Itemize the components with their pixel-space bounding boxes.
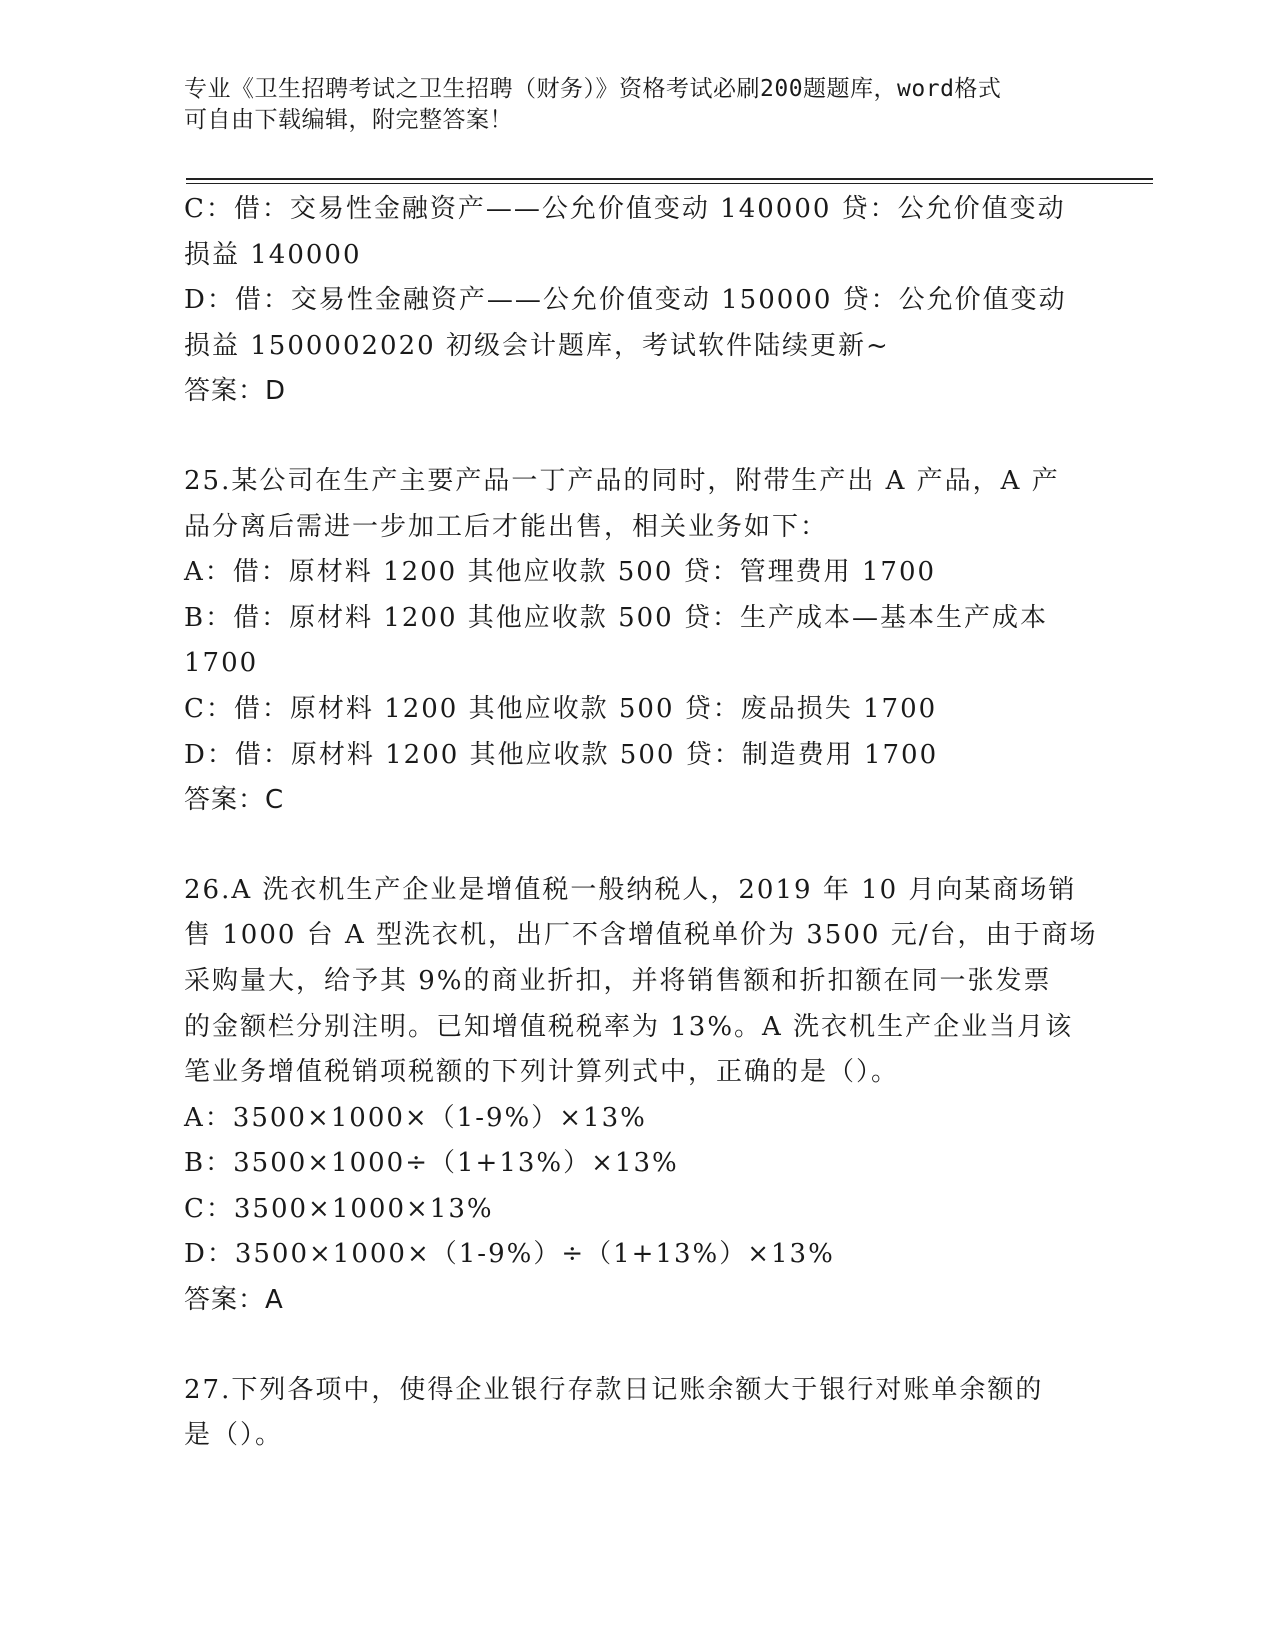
option-b-line-1: B：借：原材料 1200 其他应收款 500 贷：生产成本—基本生产成本: [184, 602, 1048, 633]
question-27: [184, 1368, 1084, 1459]
option-b: B：3500×1000÷（1+13%）×13%: [184, 1148, 679, 1179]
answer-line: 答案：A: [184, 1285, 284, 1316]
page-header: [184, 74, 1064, 136]
header-rule-thin: [186, 183, 1153, 184]
question-24: [184, 187, 1084, 415]
option-c-line-1: C：借：交易性金融资产——公允价值变动 140000 贷：公允价值变动: [184, 194, 1066, 224]
question-26: [184, 868, 1098, 1324]
option-d-line-1: D：借：交易性金融资产——公允价值变动 150000 贷：公允价值变动: [184, 285, 1067, 316]
option-c-line-2: 损益 140000: [184, 239, 362, 270]
option-c: C：借：原材料 1200 其他应收款 500 贷：废品损失 1700: [184, 693, 938, 724]
question-stem-line-1: 25.某公司在生产主要产品一丁产品的同时，附带生产出 A 产品，A 产: [184, 465, 1060, 496]
header-rule-thick: [186, 178, 1153, 180]
spacer: [184, 824, 1084, 868]
question-stem-line-5: 笔业务增值税销项税额的下列计算列式中，正确的是（）。: [184, 1057, 900, 1088]
question-stem-line-2: 是（）。: [184, 1420, 284, 1451]
question-stem-line-3: 采购量大，给予其 9%的商业折扣，并将销售额和折扣额在同一张发票: [184, 965, 1052, 996]
question-stem-line-2: 品分离后需进一步加工后才能出售，相关业务如下：: [184, 511, 829, 542]
option-b-line-2: 1700: [184, 648, 259, 679]
option-a: A：借：原材料 1200 其他应收款 500 贷：管理费用 1700: [184, 557, 937, 588]
question-stem-line-4: 的金额栏分别注明。已知增值税税率为 13%。A 洗衣机生产企业当月该: [184, 1011, 1074, 1042]
question-stem-line-2: 售 1000 台 A 型洗衣机，出厂不含增值税单价为 3500 元/台，由于商场: [184, 920, 1098, 951]
option-d: D：借：原材料 1200 其他应收款 500 贷：制造费用 1700: [184, 739, 939, 770]
document-body: [184, 187, 1098, 1459]
header-line-1: 专业《卫生招聘考试之卫生招聘（财务）》资格考试必刷200题题库，word格式: [184, 76, 1002, 102]
option-c: C：3500×1000×13%: [184, 1193, 494, 1224]
spacer: [184, 1324, 1084, 1368]
question-stem-line-1: 26.A 洗衣机生产企业是增值税一般纳税人，2019 年 10 月向某商场销: [184, 874, 1077, 905]
question-25: [184, 459, 1084, 824]
answer-line: 答案：C: [184, 785, 285, 816]
option-d-line-2: 损益 1500002020 初级会计题库，考试软件陆续更新~: [184, 330, 890, 361]
option-d: D：3500×1000×（1-9%）÷（1+13%）×13%: [184, 1239, 835, 1270]
header-line-2: 可自由下载编辑，附完整答案！: [184, 107, 513, 133]
option-a: A：3500×1000×（1-9%）×13%: [184, 1102, 647, 1133]
spacer: [184, 415, 1084, 459]
question-stem-line-1: 27.下列各项中，使得企业银行存款日记账余额大于银行对账单余额的: [184, 1374, 1044, 1405]
answer-line: 答案：D: [184, 376, 287, 407]
